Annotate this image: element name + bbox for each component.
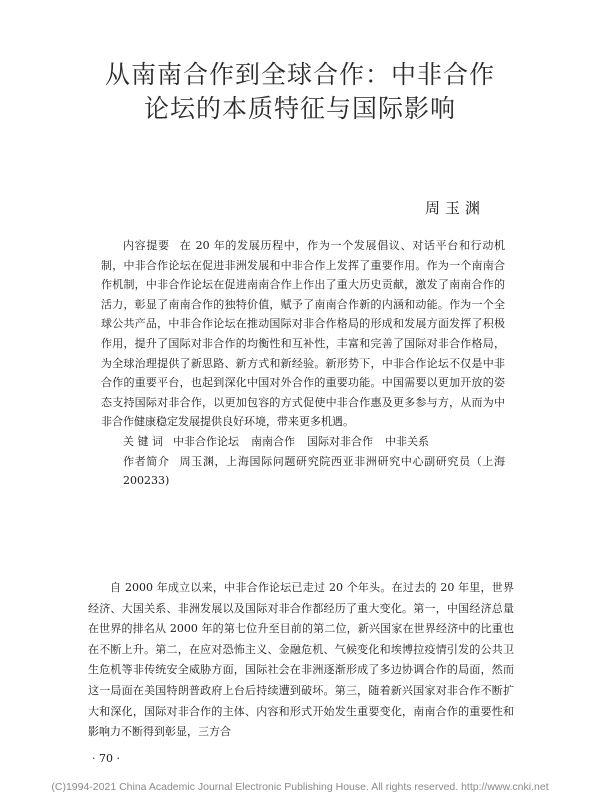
author-intro-line xyxy=(101,452,517,491)
page-number: · 70 · xyxy=(92,752,120,765)
author-name: 周玉渊 xyxy=(425,199,486,217)
title-line-1: 从南南合作到全球合作：中非合作 xyxy=(104,60,495,89)
keyword-item: 中非关系 xyxy=(385,434,429,448)
keyword-item: 中非合作论坛 xyxy=(173,434,239,448)
abstract-paragraph xyxy=(101,236,505,432)
keyword-item: 南南合作 xyxy=(251,434,295,448)
title-line-2: 论坛的本质特征与国际影响 xyxy=(143,94,456,123)
abstract-label: 内容提要 xyxy=(123,239,170,252)
article-title xyxy=(60,58,540,126)
keyword-item: 国际对非合作 xyxy=(307,434,373,448)
body-text xyxy=(88,578,514,743)
author-intro-text: 周玉渊，上海国际问题研究院西亚非洲研究中心副研究员（上海 200233) xyxy=(123,454,517,488)
abstract-block xyxy=(101,236,517,491)
author-intro-label: 作者简介 xyxy=(123,454,170,468)
abstract-text: 在 20 年的发展历程中，作为一个发展倡议、对话平台和行动机制，中非合作论坛在促进非洲发展和中非合作上发挥了重要作用。作为一个南南合作机制，中非合作论坛在促进南南合作上作出了重大历史贡献，激发了南南合作的活力，彰显了南南合作的独特价值，赋予了南南合作新的内涵和动能。作为一个全球公共产品，中非合作论坛在推动国际对非合作格局的形成和发展方面发挥了积极作用，提升了国际对非合作的均衡性和互补性，丰富和完善了国际对非合作格局，为全球治理提供了新思路、新方式和新经验。新形势下，中非合作论坛不仅是中非合作的重要平台，也起到深化中国对外合作的重要功能。中国需要以更加开放的姿态支持国际对非合作，以更加包容的方式促使中非合作惠及更多参与方，从而为中非合作健康稳定发展提供良好环境，带来更多机遇。 xyxy=(101,239,505,429)
copyright-footer: (C)1994-2021 China Academic Journal Electronic Publishing House. All rights reserved. http://www.cnki.net xyxy=(51,781,549,793)
keywords-line xyxy=(101,432,505,452)
body-paragraph: 自 2000 年成立以来，中非合作论坛已走过 20 个年头。在过去的 20 年里，世界经济、大国关系、非洲发展以及国际对非合作都经历了重大变化。第一，中国经济总量在世界的排名从 2000 年的第七位升至目前的第二位，新兴国家在世界经济中的比重也在不断上升。第二，在应对恐怖主义、金融危机、气候变化和埃博拉疫情引发的公共卫生危机等非传统安全威胁方面，国际社会在非洲逐渐形成了多边协调合作的局面，然而这一局面在美国特朗普政府上台后持续遭到破坏。第三，随着新兴国家对非合作不断扩大和深化，国际对非合作的主体、内容和形式开始发生重要变化，南南合作的重要性和影响力不断得到彰显，三方合 xyxy=(88,581,514,739)
keywords-label: 关 键 词 xyxy=(123,434,163,448)
